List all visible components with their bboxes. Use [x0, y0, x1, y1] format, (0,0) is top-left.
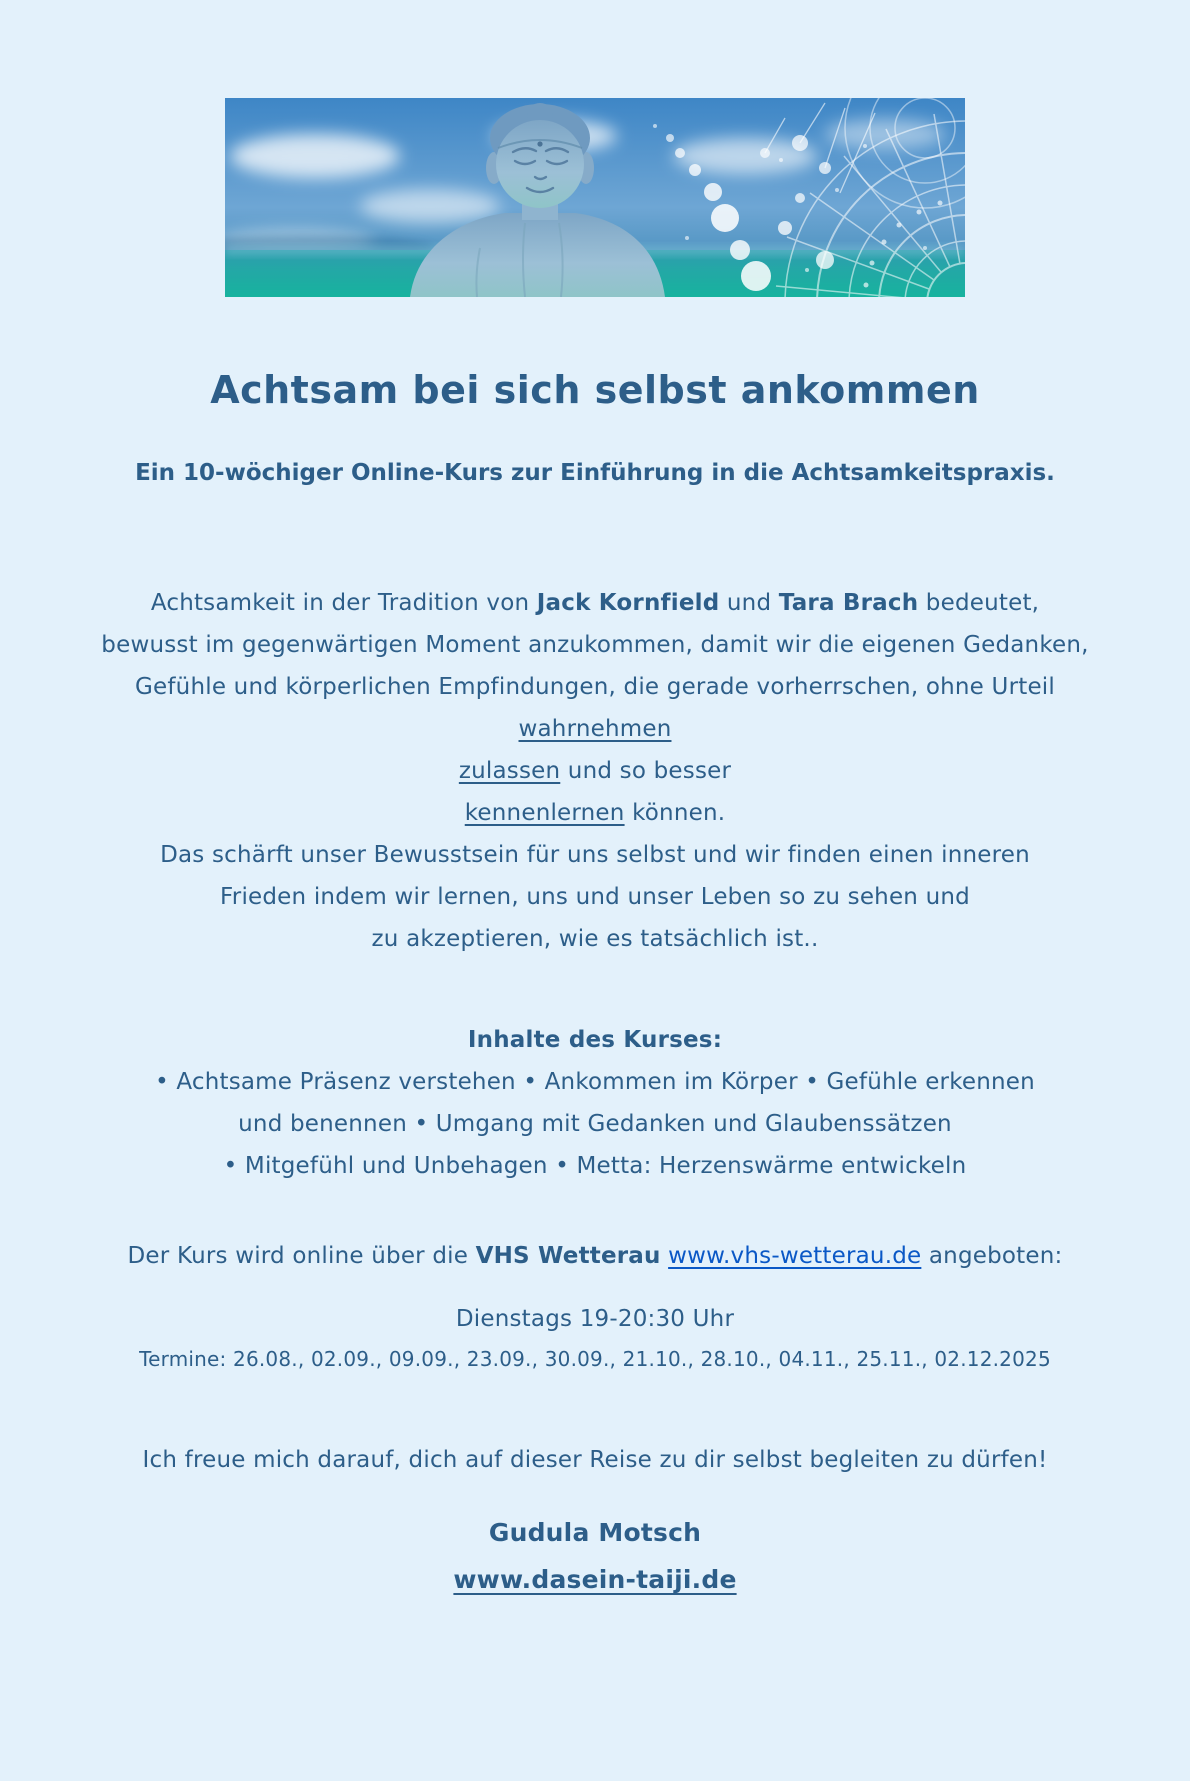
intro-paragraph [0, 582, 1190, 960]
text-run: Das schärft unser Bewusstsein für uns selbst und wir finden einen inneren [160, 842, 1030, 868]
text-run: und [719, 590, 779, 616]
intro-line-4 [0, 708, 1190, 750]
page-title: Achtsam bei sich selbst ankommen [210, 368, 980, 412]
text-run: bewusst im gegenwärtigen Moment anzukommen, damit wir die eigenen Gedanken, [101, 632, 1089, 658]
contents-line-1: • Achtsame Präsenz verstehen • Ankommen im Körper • Gefühle erkennen [155, 1069, 1035, 1095]
text-run: Gefühle und körperlichen Empfindungen, die gerade vorherrschen, ohne Urteil [135, 674, 1055, 700]
flyer-page [0, 98, 1190, 1602]
text-run: VHS Wetterau [475, 1243, 661, 1269]
intro-line-9 [0, 918, 1190, 960]
text-run: bedeutet, [918, 590, 1040, 616]
text-run: zu akzeptieren, wie es tatsächlich ist.. [371, 926, 819, 952]
text-run [661, 1243, 669, 1269]
text-run: Der Kurs wird online über die [127, 1243, 476, 1269]
text-run: wahrnehmen [518, 716, 672, 742]
closing-message: Ich freue mich darauf, dich auf dieser Reise zu dir selbst begleiten zu dürfen! [142, 1447, 1048, 1473]
schedule-line: Dienstags 19-20:30 Uhr [455, 1306, 735, 1332]
buddha-header-image [225, 98, 965, 297]
intro-line-3 [0, 666, 1190, 708]
dates-line: Termine: 26.08., 02.09., 09.09., 23.09., 30.09., 21.10., 28.10., 04.11., 25.11., 02.12.2025 [139, 1347, 1051, 1371]
contents-line-2: und benennen • Umgang mit Gedanken und Glaubenssätzen [238, 1111, 952, 1137]
instructor-name: Gudula Motsch [488, 1518, 702, 1547]
dasein-taiji-link[interactable]: www.dasein-taiji.de [453, 1565, 737, 1594]
text-run: Jack Kornfield [536, 590, 720, 616]
text-run: und so besser [560, 758, 732, 784]
intro-line-5 [0, 750, 1190, 792]
intro-line-6 [0, 792, 1190, 834]
course-provider-line [0, 1235, 1190, 1277]
intro-line-8 [0, 876, 1190, 918]
website-line [0, 1558, 1190, 1602]
intro-line-2 [0, 624, 1190, 666]
contents-heading: Inhalte des Kurses: [467, 1027, 723, 1053]
text-run: Tara Brach [778, 590, 919, 616]
intro-line-1 [0, 582, 1190, 624]
course-contents-section [0, 1019, 1190, 1187]
course-subtitle: Ein 10-wöchiger Online-Kurs zur Einführung in die Achtsamkeitspraxis. [135, 460, 1055, 486]
intro-line-7 [0, 834, 1190, 876]
text-run: zulassen [458, 758, 561, 784]
text-run: angeboten: [921, 1243, 1063, 1269]
text-run: können. [624, 800, 726, 826]
vhs-wetterau-link[interactable]: www.vhs-wetterau.de [668, 1243, 922, 1269]
text-run: kennenlernen [464, 800, 625, 826]
text-run: Achtsamkeit in der Tradition von [150, 590, 537, 616]
contents-line-3: • Mitgefühl und Unbehagen • Metta: Herzenswärme entwickeln [223, 1153, 967, 1179]
text-run: Frieden indem wir lernen, uns und unser Leben so zu sehen und [220, 884, 970, 910]
